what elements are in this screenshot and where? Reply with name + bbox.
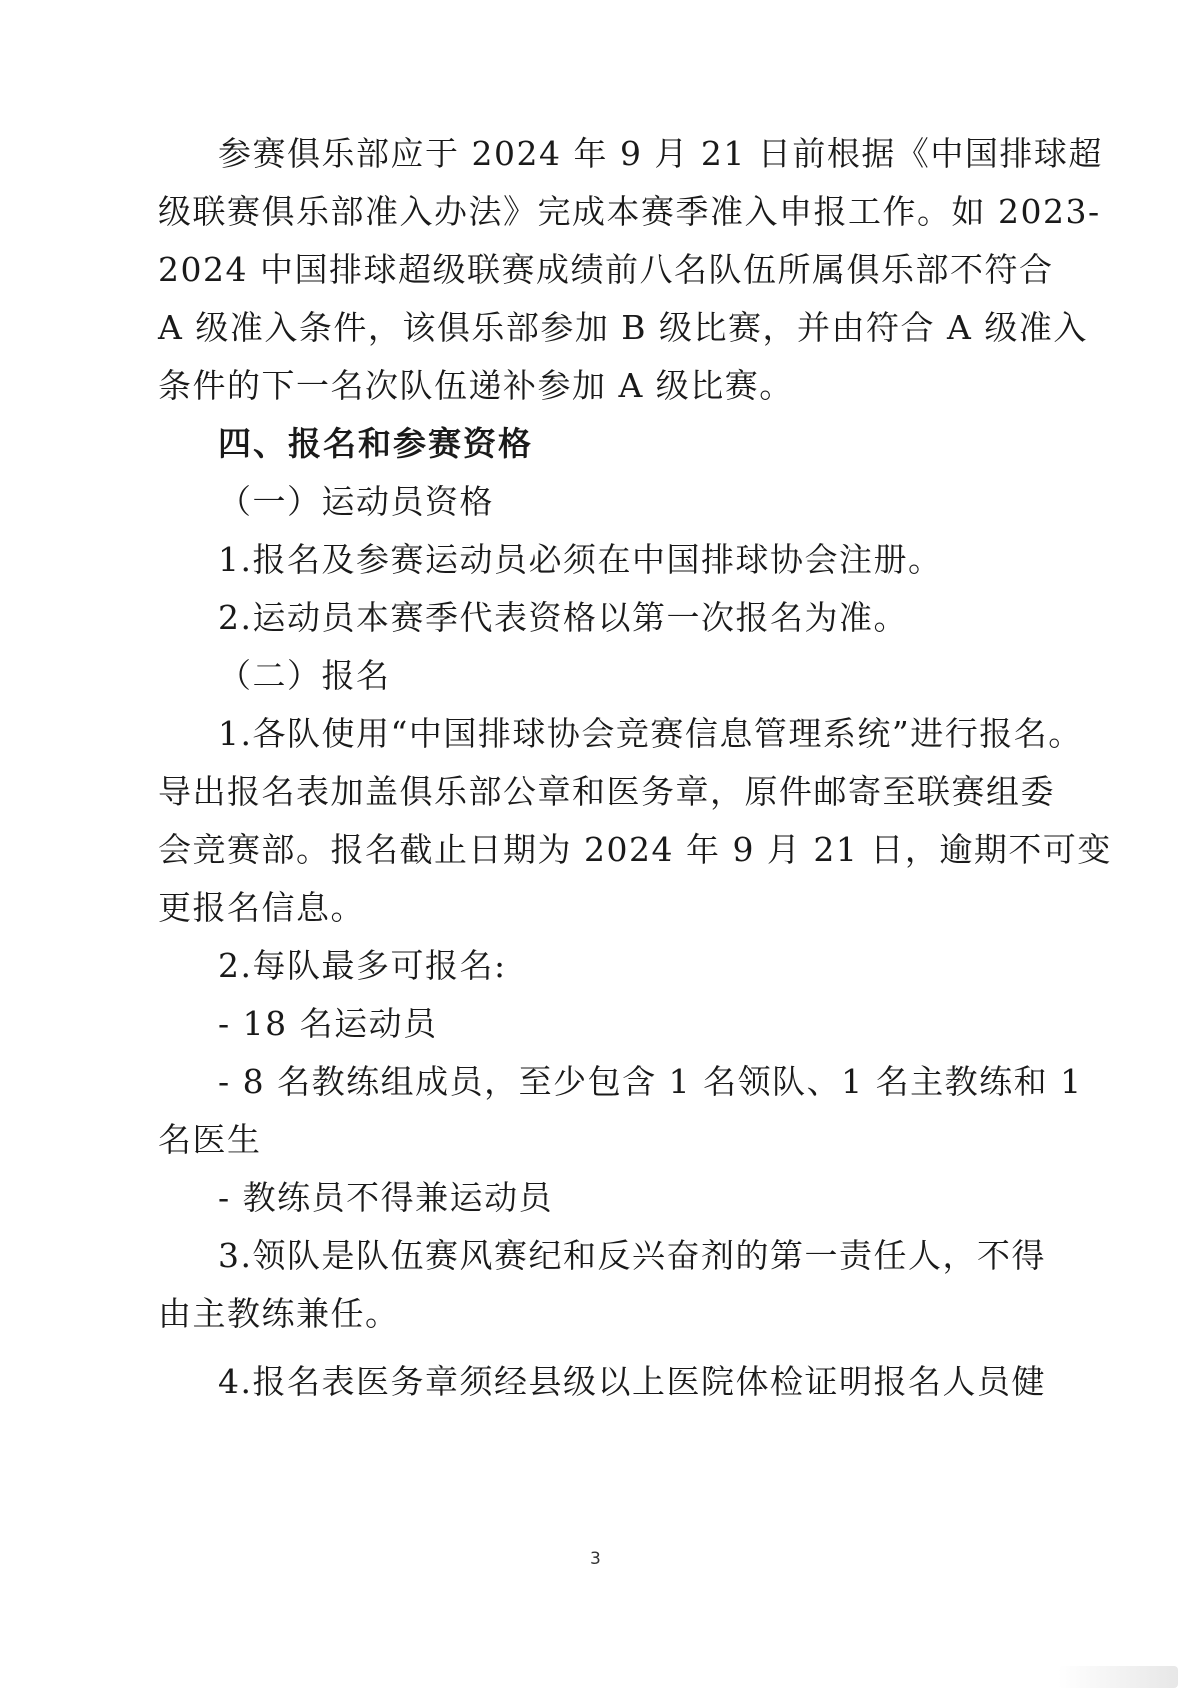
- paragraph-line-2: 级联赛俱乐部准入办法》完成本赛季准入申报工作。如 2023-: [158, 192, 1101, 231]
- paragraph-line-4: A 级准入条件，该俱乐部参加 B 级比赛，并由符合 A 级准入: [158, 308, 1088, 347]
- registration-line-2: 导出报名表加盖俱乐部公章和医务章，原件邮寄至联赛组委: [158, 772, 1055, 811]
- leader-line-1: 3.领队是队伍赛风赛纪和反兴奋剂的第一责任人，不得: [218, 1236, 1046, 1275]
- quota-rule: - 教练员不得兼运动员: [218, 1178, 554, 1217]
- subsection-heading-athlete: （一）运动员资格: [218, 482, 494, 521]
- list-item-2: 2.运动员本赛季代表资格以第一次报名为准。: [218, 598, 908, 637]
- paragraph-line-3: 2024 中国排球超级联赛成绩前八名队伍所属俱乐部不符合: [158, 250, 1054, 289]
- quota-staff-cont: 名医生: [158, 1120, 262, 1159]
- quota-athletes: - 18 名运动员: [218, 1004, 438, 1043]
- registration-line-4: 更报名信息。: [158, 888, 365, 927]
- leader-line-2: 由主教练兼任。: [158, 1294, 400, 1333]
- quota-staff: - 8 名教练组成员，至少包含 1 名领队、1 名主教练和 1: [218, 1062, 1083, 1101]
- paragraph-line-1: 参赛俱乐部应于 2024 年 9 月 21 日前根据《中国排球超: [218, 134, 1103, 173]
- medical-line-1: 4.报名表医务章须经县级以上医院体检证明报名人员健: [218, 1362, 1046, 1401]
- watermark-badge: [1058, 1666, 1178, 1688]
- registration-line-1: 1.各队使用“中国排球协会竞赛信息管理系统”进行报名。: [218, 714, 1083, 753]
- section-heading: 四、报名和参赛资格: [218, 424, 533, 463]
- page-number: 3: [590, 1549, 601, 1569]
- paragraph-line-5: 条件的下一名次队伍递补参加 A 级比赛。: [158, 366, 794, 405]
- registration-line-3: 会竞赛部。报名截止日期为 2024 年 9 月 21 日，逾期不可变: [158, 830, 1112, 869]
- subsection-heading-registration: （二）报名: [218, 656, 391, 695]
- list-item-1: 1.报名及参赛运动员必须在中国排球协会注册。: [218, 540, 943, 579]
- quota-heading: 2.每队最多可报名:: [218, 946, 507, 985]
